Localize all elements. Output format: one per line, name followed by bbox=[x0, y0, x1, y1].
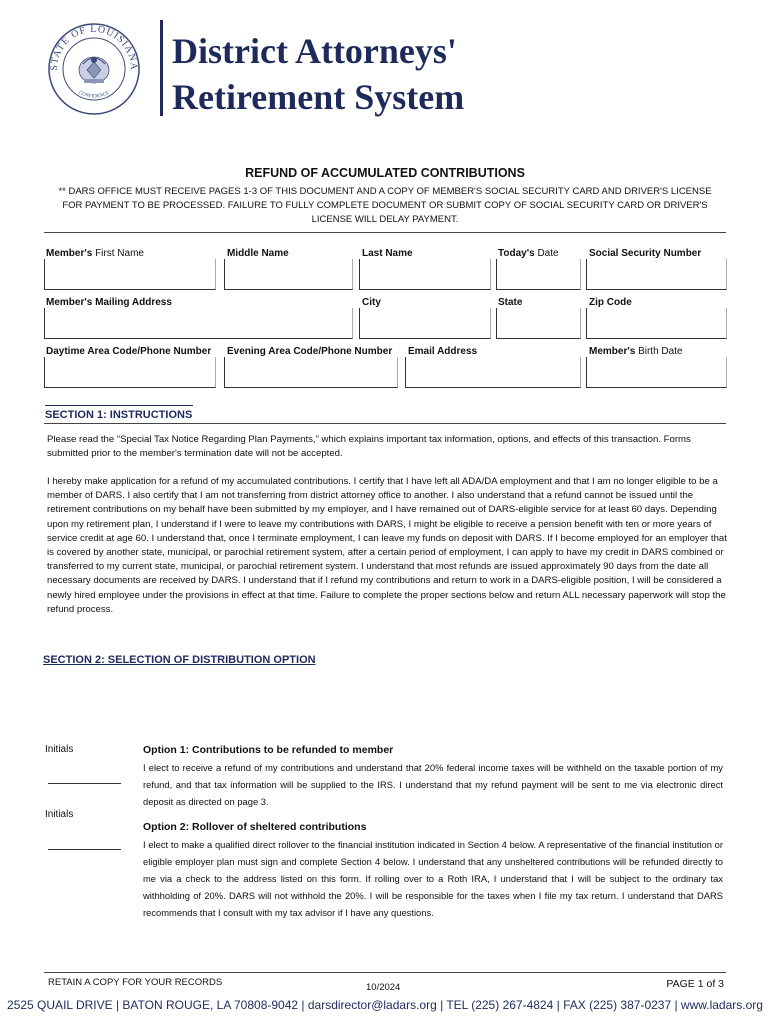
birth-date-field[interactable] bbox=[586, 357, 727, 388]
option-2-title: Option 2: Rollover of sheltered contributions bbox=[143, 821, 367, 833]
revision-date: 10/2024 bbox=[366, 982, 401, 993]
divider-line bbox=[44, 423, 726, 424]
zip-label: Zip Code bbox=[589, 297, 632, 308]
option-2-initials-line[interactable] bbox=[48, 849, 121, 850]
mailing-address-label: Member's Mailing Address bbox=[46, 297, 172, 308]
retain-copy-note: RETAIN A COPY FOR YOUR RECORDS bbox=[48, 977, 223, 988]
first-name-field[interactable] bbox=[44, 259, 216, 290]
ssn-label: Social Security Number bbox=[589, 248, 702, 259]
option-1-title: Option 1: Contributions to be refunded to member bbox=[143, 744, 394, 756]
todays-date-field[interactable] bbox=[496, 259, 581, 290]
last-name-label: Last Name bbox=[362, 248, 413, 259]
organization-title: District Attorneys' Retirement System bbox=[172, 31, 465, 117]
contact-address: 2525 QUAIL DRIVE | BATON ROUGE, LA 70808-9042 | darsdirector@ladars.org | TEL (225) 267-4824 | FAX (225) 387-0237 | www.ladars.org bbox=[7, 998, 763, 1012]
louisiana-seal-logo bbox=[47, 22, 141, 116]
evening-phone-label: Evening Area Code/Phone Number bbox=[227, 346, 393, 357]
option-1-initials-line[interactable] bbox=[48, 783, 121, 784]
mailing-address-field[interactable] bbox=[44, 308, 353, 339]
svg-text:CONFIDENCE: CONFIDENCE bbox=[77, 90, 111, 100]
submission-notice: ** DARS OFFICE MUST RECEIVE PAGES 1-3 OF THIS DOCUMENT AND A COPY OF MEMBER'S SOCIAL SECURITY CARD AND DRIVER'S LICENSE FOR PAYMENT TO BE PROCESSED. FAILURE TO FULLY COMPLETE DOCUMENT OR SUBMIT COPY OF SOCIAL SECURITY CARD OR DRIVER'S LICENSE WILL DELAY PAYMENT. bbox=[58, 186, 712, 225]
section-rule bbox=[45, 405, 193, 406]
state-field[interactable] bbox=[496, 308, 581, 339]
initials-label: Initials bbox=[45, 744, 74, 755]
option-2-text: I elect to make a qualified direct rollover to the financial institution indicated in Section 4 below. A representative of the financial institution or eligible employer plan must sign and complete Section 4 below. I understand that any unsheltered contributions will be refunded directly to me via a check to the address listed on this form. If rolling over to a Roth IRA, I understand that I will be subject to the ordinary tax withholding of 20%. DARS will not withhold the 20%. I will be responsible for the taxes when I file my tax return. I understand that DARS recommends that I consult with my tax advisor if I have any questions. bbox=[143, 839, 723, 918]
first-name-label: Member's First Name bbox=[46, 248, 144, 259]
divider-line bbox=[44, 232, 726, 233]
middle-name-label: Middle Name bbox=[227, 248, 289, 259]
evening-phone-field[interactable] bbox=[224, 357, 398, 388]
zip-code-field[interactable] bbox=[586, 308, 727, 339]
tax-notice-paragraph: Please read the “Special Tax Notice Regarding Plan Payments,” which explains important tax information, options, and effects of this transaction. Forms submitted prior to the member's termination date will not be accepted. bbox=[47, 434, 691, 460]
section-2-title: SECTION 2: SELECTION OF DISTRIBUTION OPTION bbox=[43, 654, 316, 666]
header-divider bbox=[160, 20, 163, 116]
daytime-phone-label: Daytime Area Code/Phone Number bbox=[46, 346, 212, 357]
section-1-title: SECTION 1: INSTRUCTIONS bbox=[45, 409, 193, 421]
email-label: Email Address bbox=[408, 346, 478, 357]
option-1-text: I elect to receive a refund of my contributions and understand that 20% federal income taxes will be withheld on the taxable portion of my refund, and that tax information will be supplied to the IRS. I understand that my refund payment will be sent to me via electronic direct deposit as directed on page 3. bbox=[143, 762, 723, 807]
document-title: REFUND OF ACCUMULATED CONTRIBUTIONS bbox=[245, 166, 525, 180]
daytime-phone-field[interactable] bbox=[44, 357, 216, 388]
city-field[interactable] bbox=[359, 308, 491, 339]
middle-name-field[interactable] bbox=[224, 259, 353, 290]
birth-date-label: Member's Birth Date bbox=[589, 346, 683, 357]
todays-date-label: Today's Date bbox=[498, 248, 559, 259]
state-label: State bbox=[498, 297, 523, 308]
initials-label: Initials bbox=[45, 809, 74, 820]
footer-divider bbox=[44, 972, 726, 973]
email-field[interactable] bbox=[405, 357, 581, 388]
page-number: PAGE 1 of 3 bbox=[666, 978, 724, 990]
svg-text:STATE OF LOUISIANA: STATE OF LOUISIANA bbox=[48, 23, 140, 71]
last-name-field[interactable] bbox=[359, 259, 491, 290]
certification-paragraph: I hereby make application for a refund of my accumulated contributions. I certify that I have left all ADA/DA employment and that I am no longer eligible to be a member of DARS. I also certify that I am not transferring from district attorney office to another. I also understand that a refund cannot be issued until the retirement contributions on my behalf have been submitted by my employer, and I have remained out of DARS-eligible service for at least 60 days. Depending upon my retirement plan, I understand if I were to leave my contributions with DARS, I might be eligible to receive a pension benefit with ten or more years of service credit at age 60. I understand that, once I terminate employment, I can leave my funds on deposit with DARS. If I become employed for an employer that is covered by another state, municipal, or parochial retirement system, after a certain period of employment, I can apply to have my credit in DARS combined or transferred to my current state, municipal, or parochial retirement system. I understand that most refunds are issued approximately 90 days from the date all necessary documents are received by DARS. I understand that if I refund my contributions and return to work in a DARS-eligible position, I will be considered a newly hired employee under the provisions in effect at that time. Failure to complete the proper sections below and return ALL necessary paperwork will stop the refund process. bbox=[47, 476, 727, 615]
city-label: City bbox=[362, 297, 381, 308]
ssn-field[interactable] bbox=[586, 259, 727, 290]
